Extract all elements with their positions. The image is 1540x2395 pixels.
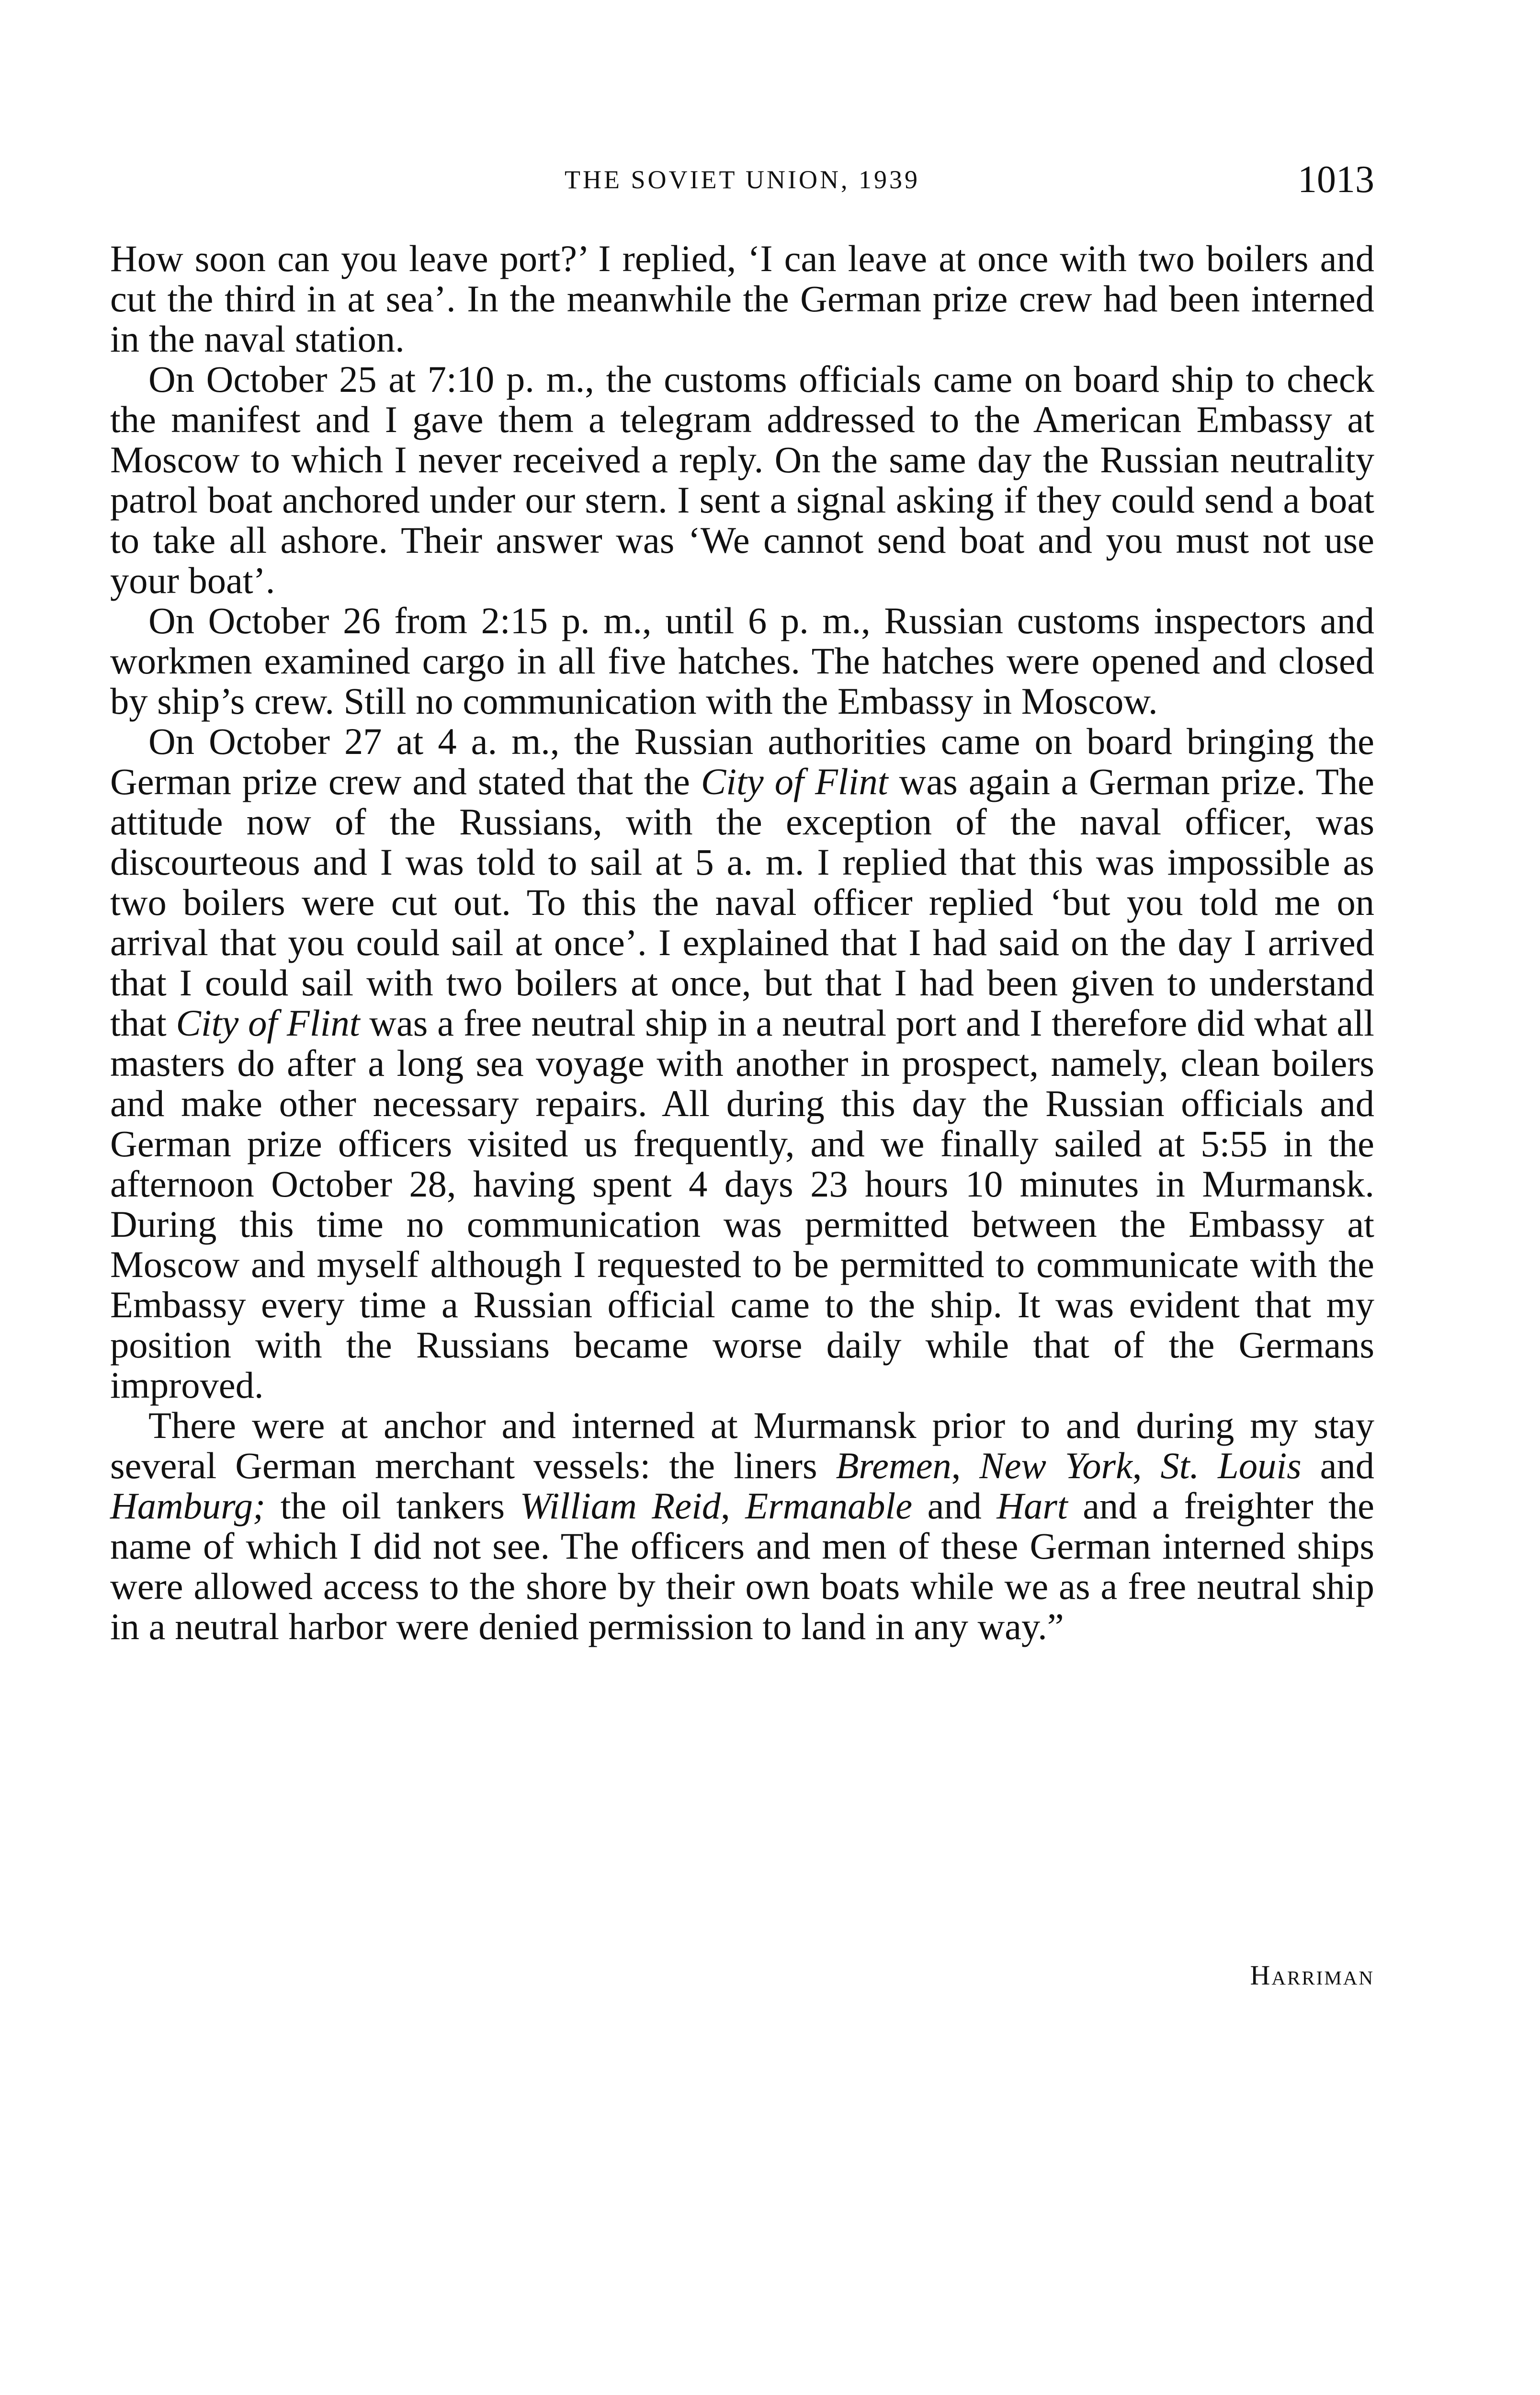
paragraph-2: On October 25 at 7:10 p. m., the customs officials came on board ship to check the manifest and I gave them a telegram addressed to the American Embassy at Moscow to which I never received a reply. On the same day the Russian neutrality patrol boat anchored under our stern. I sent a signal asking if they could send a boat to take all ashore. Their answer was ‘We cannot send boat and you must not use your boat’. bbox=[110, 358, 1374, 601]
ship-name-city-of-flint-2: City of Flint bbox=[176, 1002, 360, 1044]
ship-name-hamburg: Hamburg; bbox=[110, 1485, 266, 1527]
ship-name-city-of-flint: City of Flint bbox=[701, 761, 888, 802]
ship-name-hart: Hart bbox=[996, 1485, 1068, 1527]
paragraph-4-part-3: was a free neutral ship in a neutral port and I therefore did what all masters do after a long sea voyage with another in prospect, namely, clean boilers and make other necessary repairs. All during this day the Russian officials and German prize officers visited us frequently, and we finally sailed at 5:55 in the afternoon October 28, having spent 4 days 23 hours 10 minutes in Murmansk. During this time no communication was permitted between the Embassy at Moscow and myself although I requested to be permitted to communicate with the Embassy every time a Russian official came to the ship. It was evident that my position with the Russians became worse daily while that of the Germans improved. bbox=[110, 1002, 1374, 1406]
running-header bbox=[110, 158, 1374, 206]
signature: Harriman bbox=[1250, 1960, 1374, 1991]
paragraph-5-part-3: and a freighter the name of which I did not see. The officers and men of these German interned ships were allowed access to the shore by their own boats while we as a free neutral ship in a neutral harbor were denied permission to land in any way.” bbox=[110, 1485, 1374, 1647]
separator: , bbox=[951, 1445, 980, 1486]
running-title: THE SOVIET UNION, 1939 bbox=[565, 165, 920, 194]
paragraph-4-part-1: On October 27 at 4 a. m., the Russian authorities came on board bringing the German prize crew and stated that the bbox=[110, 720, 1374, 802]
paragraph-4-part-2: was again a German prize. The attitude now of the Russians, with the exception of the naval officer, was discourteous and I was told to sail at 5 a. m. I replied that this was impossible as two boilers were cut out. To this the naval officer replied ‘but you told me on arrival that you could sail at once’. I explained that I had said on the day I arrived that I could sail with two boilers at once, but that I had been given to understand that bbox=[110, 761, 1374, 1044]
separator: and bbox=[1301, 1445, 1375, 1486]
separator: and bbox=[912, 1485, 997, 1527]
separator: , bbox=[721, 1485, 746, 1527]
body-text bbox=[110, 239, 1374, 1647]
paragraph-4 bbox=[110, 721, 1374, 1405]
page-number: 1013 bbox=[1298, 159, 1374, 201]
paragraph-1: How soon can you leave port?’ I replied, ‘I can leave at once with two boilers and cut the third in at sea’. In the meanwhile the German prize crew had been interned in the naval station. bbox=[110, 238, 1374, 360]
ship-name-st-louis: St. Louis bbox=[1160, 1445, 1302, 1486]
paragraph-5-part-1: There were at anchor and interned at Murmansk prior to and during my stay several German merchant vessels: the liners bbox=[110, 1404, 1374, 1486]
ship-name-new-york: New York bbox=[979, 1445, 1132, 1486]
ship-name-ermanable: Ermanable bbox=[745, 1485, 913, 1527]
ship-name-bremen: Bremen bbox=[836, 1445, 951, 1486]
ship-name-william-reid: William Reid bbox=[520, 1485, 721, 1527]
paragraph-5 bbox=[110, 1405, 1374, 1647]
separator: , bbox=[1132, 1445, 1161, 1486]
paragraph-5-part-2: the oil tankers bbox=[265, 1485, 520, 1527]
paragraph-3: On October 26 from 2:15 p. m., until 6 p. m., Russian customs inspectors and workmen examined cargo in all five hatches. The hatches were opened and closed by ship’s crew. Still no communication with the Embassy in Moscow. bbox=[110, 600, 1374, 722]
